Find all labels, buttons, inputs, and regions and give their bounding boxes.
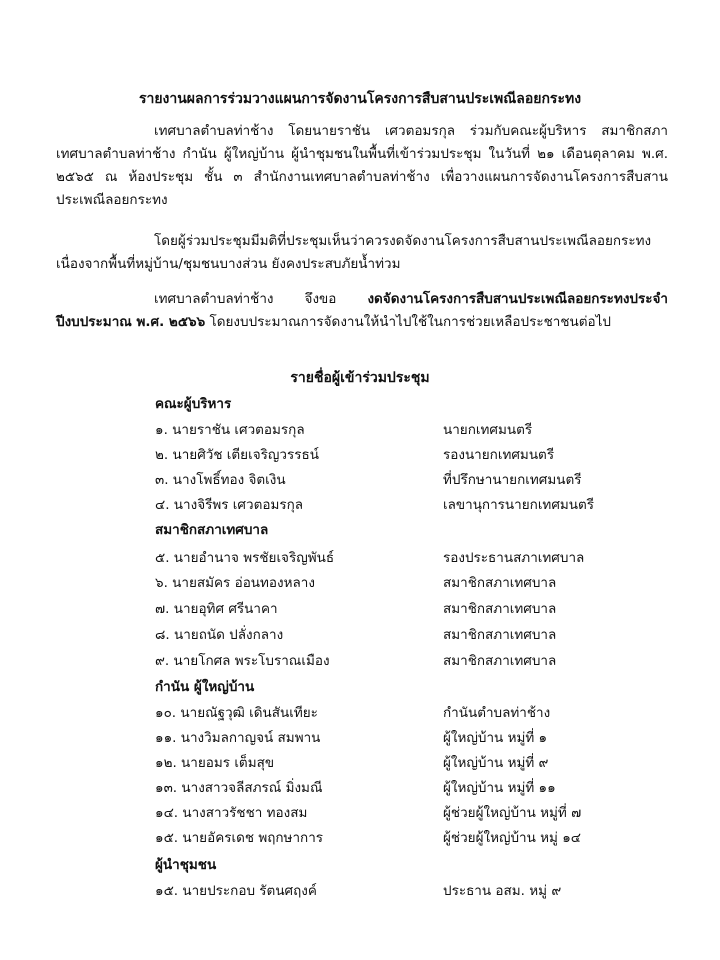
attendee-position: รองประธานสภาเทศบาล	[443, 550, 585, 566]
attendee-position: ประธาน อสม. หมู่ ๙	[443, 883, 562, 899]
attendee-position: ผู้ช่วยผู้ใหญ่บ้าน หมู่ ๑๔	[443, 830, 582, 846]
attendee-name: ๙. นายโกศล พระโบราณเมือง	[155, 653, 330, 669]
attendee-name: ๑๓. นางสาวจลีสภรณ์ มิ่งมณี	[155, 780, 323, 796]
attendee-position: ผู้ช่วยผู้ใหญ่บ้าน หมู่ที่ ๗	[443, 805, 582, 821]
attendee-position: ที่ปรึกษานายกเทศมนตรี	[443, 472, 582, 488]
attendee-name: ๑๑. นางวิมลกาญจน์ สมพาน	[155, 730, 321, 746]
attendee-row	[155, 879, 655, 901]
attendee-name: ๑๐. นายณัฐวุฒิ เดินสันเทียะ	[155, 705, 318, 721]
attendee-position: รองนายกเทศมนตรี	[443, 447, 555, 463]
attendee-position: ผู้ใหญ่บ้าน หมู่ที่ ๙	[443, 755, 549, 771]
attendee-row	[155, 571, 655, 593]
attendee-name: ๑๕. นายอัครเดช พฤกษาการ	[155, 830, 324, 846]
announcement-bold: งดจัดงานโครงการสืบสานประเพณีลอยกระทงประจำปีงบประมาณ พ.ศ. ๒๕๖๖	[56, 291, 668, 330]
section-heading-community-leaders: ผู้นำชุมชน	[155, 857, 217, 873]
attendee-name: ๑๒. นายอมร เต็มสุข	[155, 755, 275, 771]
attendee-row	[155, 597, 655, 619]
announcement-start: เทศบาลตำบลท่าช้าง จึงขอ	[154, 291, 368, 307]
attendee-row	[155, 751, 655, 773]
section-heading-council: สมาชิกสภาเทศบาล	[155, 522, 269, 538]
attendee-row	[155, 826, 655, 848]
attendee-position: สมาชิกสภาเทศบาล	[443, 653, 557, 669]
attendee-name: ๔. นางจิรีพร เศวตอมรกุล	[155, 497, 304, 513]
attendee-name: ๖. นายสมัคร อ่อนทองหลาง	[155, 575, 315, 591]
attendee-row	[155, 726, 655, 748]
section-heading-village-heads: กำนัน ผู้ใหญ่บ้าน	[155, 679, 255, 695]
attendee-row	[155, 443, 655, 465]
attendee-name: ๑. นายราชัน เศวตอมรกุล	[155, 422, 305, 438]
attendee-row	[155, 418, 655, 440]
attendee-position: ผู้ใหญ่บ้าน หมู่ที่ ๑	[443, 730, 548, 746]
attendee-row	[155, 493, 655, 515]
attendee-row	[155, 468, 655, 490]
attendee-name: ๑๕. นายประกอบ รัตนศฤงค์	[155, 883, 317, 899]
attendee-row	[155, 546, 655, 568]
attendee-name: ๑๔. นางสาวรัชชา ทองสม	[155, 805, 308, 821]
attendee-position: สมาชิกสภาเทศบาล	[443, 627, 557, 643]
attendee-position: นายกเทศมนตรี	[443, 422, 533, 438]
attendee-position: กำนันตำบลท่าช้าง	[443, 705, 551, 721]
attendee-row	[155, 701, 655, 723]
attendee-name: ๕. นายอำนาจ พรชัยเจริญพันธ์	[155, 550, 335, 566]
attendee-row	[155, 649, 655, 671]
attendee-position: ผู้ใหญ่บ้าน หมู่ที่ ๑๑	[443, 780, 556, 796]
paragraph-announcement	[56, 288, 668, 334]
attendee-name: ๗. นายอุทิศ ศรีนาคา	[155, 601, 278, 617]
announcement-end: โดยงบประมาณการจัดงานให้นำไปใช้ในการช่วยเหลือประชาชนต่อไป	[205, 314, 611, 330]
attendee-row	[155, 776, 655, 798]
document-title: รายงานผลการร่วมวางแผนการจัดงานโครงการสืบสานประเพณีลอยกระทง	[138, 91, 582, 107]
attendee-name: ๓. นางโพธิ์ทอง จิตเงิน	[155, 472, 286, 488]
attendee-position: สมาชิกสภาเทศบาล	[443, 601, 557, 617]
section-heading-executives: คณะผู้บริหาร	[155, 396, 232, 412]
paragraph-resolution: โดยผู้ร่วมประชุมมีมติที่ประชุมเห็นว่าควรงดจัดงานโครงการสืบสานประเพณีลอยกระทง เนื่องจากพื้นที่หมู่บ้าน/ชุมชนบางส่วน ยังคงประสบภัยน้ำท่วม	[56, 233, 652, 272]
attendee-name: ๒. นายศิวัช เตียเจริญวรรธน์	[155, 447, 319, 463]
attendee-position: สมาชิกสภาเทศบาล	[443, 575, 557, 591]
attendee-row	[155, 801, 655, 823]
attendee-name: ๘. นายถนัด ปลั่งกลาง	[155, 627, 284, 643]
attendee-list-heading: รายชื่อผู้เข้าร่วมประชุม	[290, 370, 430, 386]
paragraph-meeting-info: เทศบาลตำบลท่าช้าง โดยนายราชัน เศวตอมรกุล ร่วมกับคณะผู้บริหาร สมาชิกสภาเทศบาลตำบลท่าช้าง กำนัน ผู้ใหญ่บ้าน ผู้นำชุมชนในพื้นที่เข้าร่วมประชุม ในวันที่ ๒๑ เดือนตุลาคม พ.ศ. ๒๕๖๕ ณ ห้องประชุม ชั้น ๓ สำนักงานเทศบาลตำบลท่าช้าง เพื่อวางแผนการจัดงานโครงการสืบสานประเพณีลอยกระทง	[56, 123, 668, 208]
attendee-row	[155, 623, 655, 645]
attendee-position: เลขานุการนายกเทศมนตรี	[443, 497, 595, 513]
